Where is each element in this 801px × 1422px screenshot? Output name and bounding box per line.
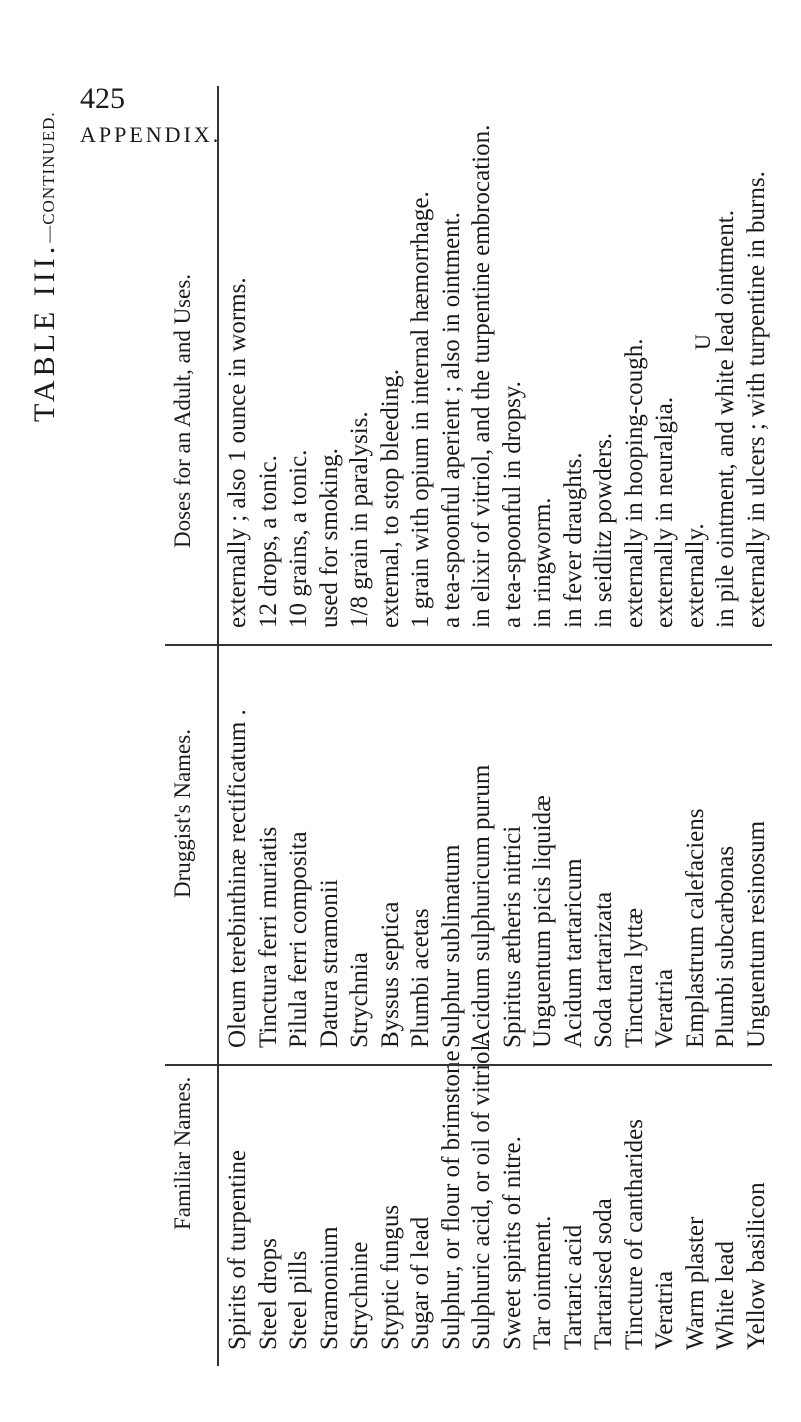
signature-mark: U: [690, 334, 715, 350]
dose-entry: externally in ulcers ; with turpentine in burns.: [742, 171, 770, 628]
header-rule: [217, 646, 219, 1064]
familiar-names-header: Familiar Names.: [170, 1076, 195, 1230]
druggist-name: Oleum terebinthinæ rectificatum .: [224, 709, 251, 1048]
familiar-name: Strychnine: [346, 1241, 373, 1350]
druggist-name: Unguentum resinosum: [742, 820, 770, 1048]
druggist-name: Pilula ferri composita: [285, 831, 312, 1048]
druggist-name: Datura stramonii: [315, 879, 343, 1048]
druggist-names-column: [165, 646, 772, 1066]
dose-entry: in elixir of vitriol, and the turpentine embrocation.: [468, 124, 495, 628]
dose-entry: externally in hooping-cough.: [620, 338, 648, 628]
familiar-name: White lead: [712, 1241, 739, 1350]
druggist-name: Plumbi subcarbonas: [712, 845, 739, 1048]
appendix-heading: APPENDIX.: [80, 122, 222, 147]
druggist-name: Tinctura ferri muriatis: [254, 826, 282, 1048]
druggist-name: Byssus septica: [376, 901, 404, 1048]
familiar-name: Spirits of turpentine: [224, 1150, 251, 1350]
dose-entry: 12 drops, a tonic.: [254, 455, 282, 628]
dose-entry: 1/8 grain in paralysis.: [346, 411, 373, 628]
dose-entry: a tea-spoonful aperient ; also in ointment.: [437, 212, 465, 628]
familiar-name: Stramonium: [315, 1226, 343, 1350]
drug-table: [165, 86, 772, 1366]
familiar-name: Sweet spirits of nitre.: [498, 1136, 526, 1350]
dose-entry: a tea-spoonful in dropsy.: [498, 381, 526, 628]
table-title-text: TABLE III.: [28, 242, 61, 422]
druggist-name: Plumbi acetas: [407, 908, 434, 1048]
dose-entry: 10 grains, a tonic.: [285, 449, 312, 628]
page-number: 425: [80, 82, 125, 115]
familiar-name: Tar ointment.: [529, 1215, 556, 1350]
familiar-name: Warm plaster: [681, 1216, 709, 1350]
familiar-names-column: [165, 1038, 772, 1366]
familiar-name: Tincture of cantharides: [620, 1119, 648, 1350]
familiar-name: Steel drops: [254, 1238, 282, 1350]
familiar-name: Veratria: [651, 1270, 678, 1350]
dose-entry: 1 grain with opium in internal hæmorrhage.: [407, 191, 434, 628]
doses-column: [165, 86, 772, 646]
druggist-name: Tinctura lyttæ: [620, 907, 648, 1048]
table-title: [28, 111, 62, 422]
familiar-name: Steel pills: [285, 1250, 312, 1350]
dose-entry: external, to stop bleeding.: [376, 369, 404, 628]
druggist-name: Veratria: [651, 968, 678, 1048]
familiar-name: Sulphur, or flour of brimstone: [437, 1050, 465, 1350]
dose-entry: externally ; also 1 ounce in worms.: [224, 277, 251, 628]
table-title-suffix: —CONTINUED.: [39, 111, 58, 243]
familiar-name: Tartarised soda: [590, 1198, 617, 1350]
druggist-name: Acidum tartaricum: [559, 858, 587, 1048]
druggist-names-header: Druggist's Names.: [170, 729, 195, 898]
druggist-name: Unguentum picis liquidæ: [529, 795, 556, 1048]
familiar-name: Sugar of lead: [407, 1216, 434, 1350]
dose-entry: externally in neuralgia.: [651, 396, 678, 628]
familiar-name: Tartaric acid: [559, 1224, 587, 1350]
familiar-names-list: [223, 1038, 772, 1350]
familiar-name: Sulphuric acid, or oil of vitriol.: [468, 1038, 495, 1350]
dose-entry: externally.: [681, 523, 709, 628]
druggist-name: Emplastrum calefaciens: [681, 808, 709, 1048]
druggist-name: Spiritus ætheris nitrici: [498, 825, 526, 1048]
doses-header: Doses for an Adult, and Uses.: [170, 273, 195, 548]
druggist-name: Strychnia: [346, 952, 373, 1048]
header-rule: [217, 86, 219, 644]
dose-entry: in seidlitz powders.: [590, 432, 617, 628]
druggist-name: Sulphur sublimatum: [437, 844, 465, 1048]
dose-entry: in fever draughts.: [559, 452, 587, 628]
doses-list: [223, 86, 772, 628]
dose-entry: in ringworm.: [529, 497, 556, 628]
dose-entry: used for smoking.: [315, 448, 343, 628]
familiar-name: Yellow basilicon: [742, 1182, 770, 1350]
druggist-name: Soda tartarizata: [590, 891, 617, 1048]
dose-entry: in pile ointment, and white lead ointment.: [712, 210, 739, 628]
familiar-name: Styptic fungus: [376, 1204, 404, 1350]
druggist-name: Acidum sulphuricum purum: [468, 764, 495, 1048]
druggist-names-list: [223, 646, 772, 1048]
header-rule: [217, 1066, 219, 1366]
